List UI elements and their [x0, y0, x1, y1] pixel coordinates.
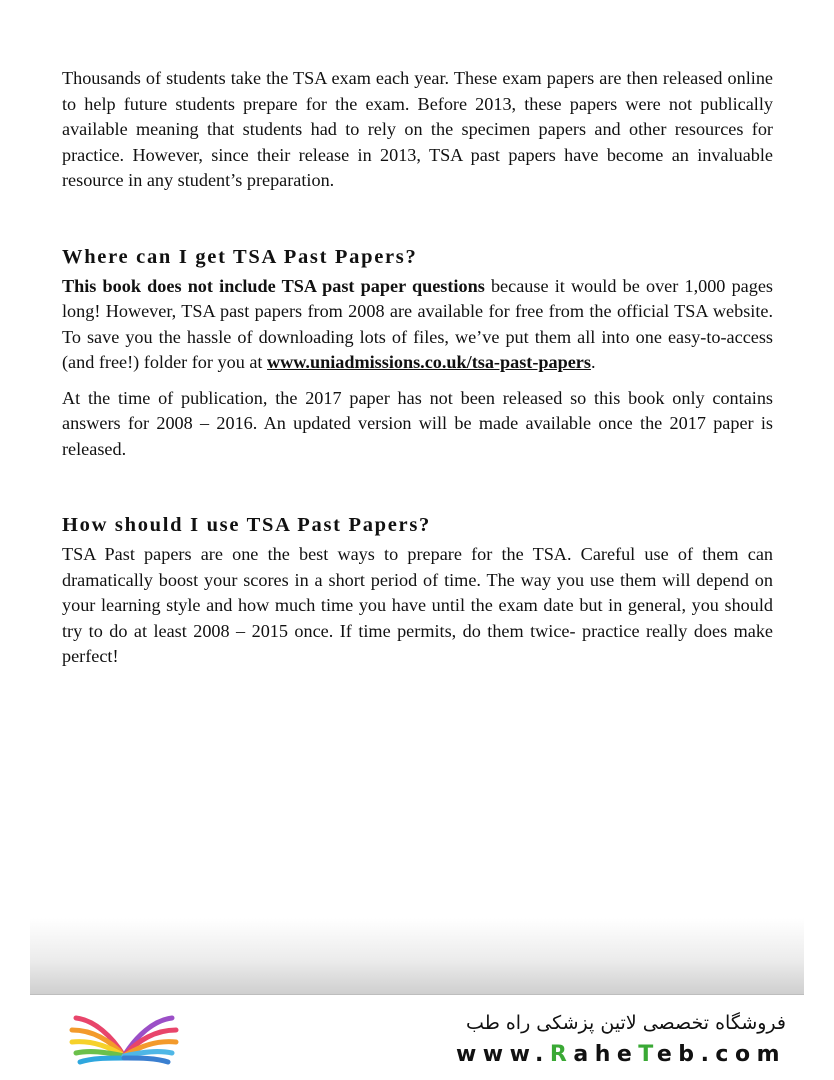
heading-how-use-past-papers: How should I use TSA Past Papers?	[62, 514, 431, 536]
url-prefix: www.	[455, 1042, 550, 1067]
url-eb: eb	[656, 1042, 701, 1067]
url-r: R	[549, 1042, 574, 1067]
url-suffix: .com	[700, 1042, 786, 1067]
past-papers-link[interactable]: www.uniadmissions.co.uk/tsa-past-papers	[267, 352, 591, 372]
open-book-rainbow-icon	[64, 1006, 184, 1066]
where-paragraph-1	[62, 274, 773, 376]
footer-divider	[30, 994, 804, 995]
footer-gradient	[30, 918, 804, 994]
url-ahe: ahe	[573, 1042, 639, 1067]
where-paragraph-2: At the time of publication, the 2017 paper has not been released so this book only contains answers for 2008 – 2016. An updated version will be made available once the 2017 paper is released.	[62, 387, 773, 459]
link-period: .	[590, 352, 596, 372]
url-t: T	[638, 1042, 657, 1067]
page-content	[62, 66, 773, 670]
shop-name: فروشگاه تخصصی لاتین پزشکی راه طب	[466, 1012, 786, 1034]
bold-lead: This book does not include TSA past paper questions	[62, 275, 485, 296]
shop-url[interactable]	[456, 1042, 786, 1067]
heading-where-past-papers: Where can I get TSA Past Papers?	[62, 245, 418, 268]
where-paragraph-1-text: because it would be over 1,000 pages long! However, TSA past papers from 2008 are available for free from the official TSA website. To save you the hassle of downloading lots of files, we’ve put them all into one easy-to-access (and free!) folder for you at	[62, 275, 773, 372]
how-paragraph: TSA Past papers are one the best ways to prepare for the TSA. Careful use of them can dramatically boost your scores in a short period of time. The way you use them will depend on your learning style and how much time you have until the exam date but in general, you should try to do at least 2008 – 2015 once. If time permits, do them twice- practice really does make perfect!	[62, 544, 773, 666]
intro-paragraph: Thousands of students take the TSA exam each year. These exam papers are then released online to help future students prepare for the exam. Before 2013, these papers were not publically available meaning that students had to rely on the specimen papers and other resources for practice. However, since their release in 2013, TSA past papers have become an invaluable resource in any student’s preparation.	[62, 68, 773, 190]
